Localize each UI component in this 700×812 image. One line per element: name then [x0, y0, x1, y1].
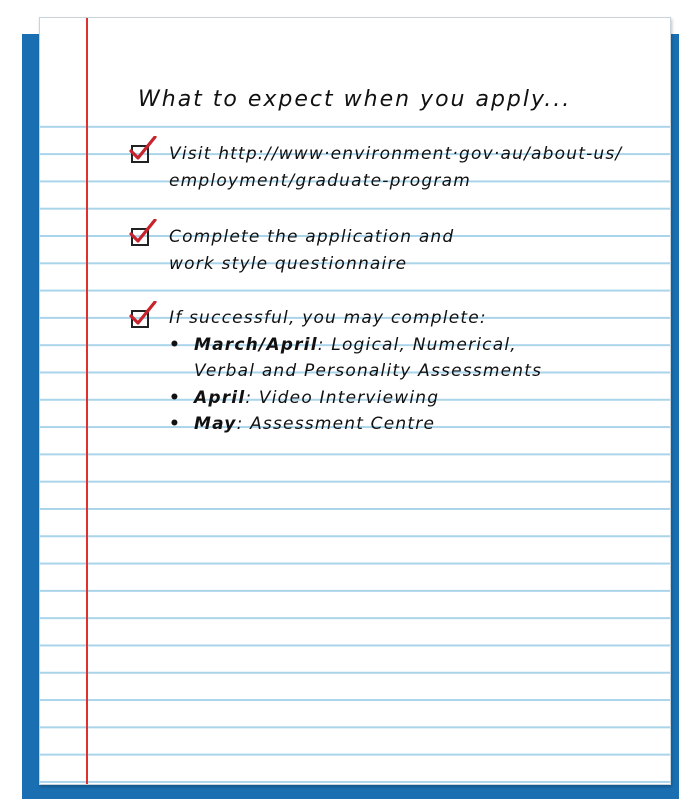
page-title: What to expect when you apply... [138, 87, 572, 112]
bullet-label: April [194, 387, 246, 408]
checkbox-checked-icon [128, 136, 154, 162]
step-complete [169, 224, 454, 277]
bullet-label: March/April [194, 334, 318, 355]
bullet-separator: : [245, 387, 253, 408]
list-item [169, 385, 542, 412]
bullet-text: Video Interviewing [252, 387, 440, 408]
step-visit-line1: Visit http://www·environment·gov·au/about-us/ [169, 144, 623, 164]
bullet-separator: : [317, 334, 325, 355]
step-complete-line1: Complete the application and [169, 227, 455, 247]
step-visit [169, 141, 622, 194]
checkbox-checked-icon [128, 219, 154, 245]
bullet-text-continued: Verbal and Personality Assessments [194, 361, 543, 381]
step-successful [169, 305, 542, 438]
list-item [169, 332, 542, 385]
assessment-list [169, 332, 542, 438]
bullet-text: Assessment Centre [243, 414, 436, 434]
bullet-separator: : [236, 414, 244, 434]
bullet-text: Logical, Numerical, [324, 334, 517, 355]
notebook-page [39, 17, 671, 785]
checkbox-checked-icon [128, 301, 154, 327]
step-visit-line2: employment/graduate-program [169, 170, 471, 191]
margin-line [86, 18, 88, 784]
list-item [169, 411, 542, 438]
bullet-label: May [194, 414, 237, 434]
step-successful-line1: If successful, you may complete: [169, 308, 487, 328]
step-complete-line2: work style questionnaire [169, 253, 408, 274]
